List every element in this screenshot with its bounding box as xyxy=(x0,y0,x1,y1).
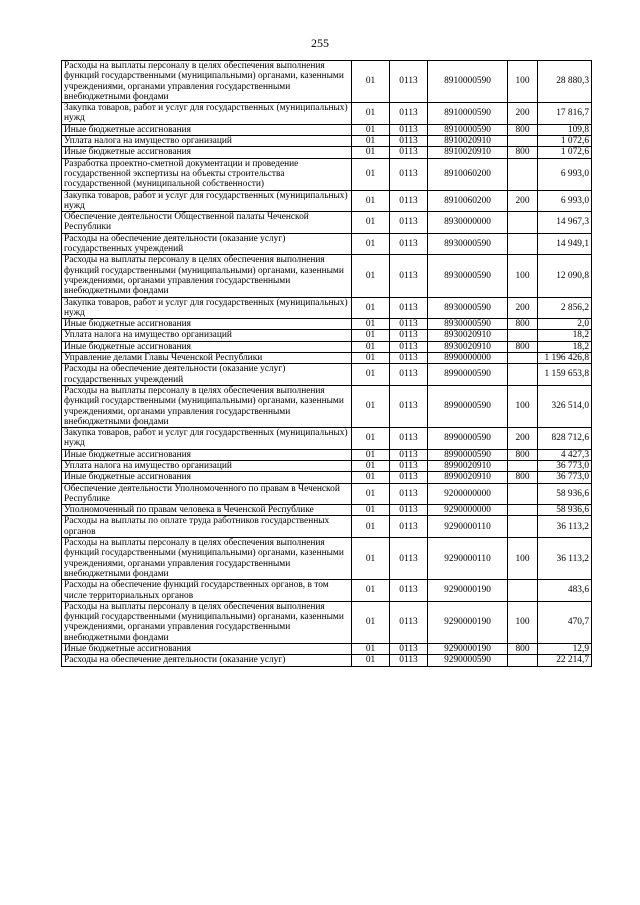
subsection-code-cell: 0113 xyxy=(390,103,428,125)
target-article-cell: 8910000590 xyxy=(428,124,508,135)
section-code-cell: 01 xyxy=(352,103,390,125)
target-article-cell: 8910060200 xyxy=(428,158,508,190)
table-row xyxy=(62,428,592,450)
table-row xyxy=(62,136,592,147)
expense-name-cell: Закупка товаров, работ и услуг для государственных (муниципальных) нужд xyxy=(62,297,352,319)
target-article-cell: 8930000590 xyxy=(428,319,508,330)
expense-name-cell: Расходы на обеспечение деятельности (оказание услуг) xyxy=(62,655,352,666)
expense-name-cell: Управление делами Главы Чеченской Республики xyxy=(62,353,352,364)
section-code-cell: 01 xyxy=(352,353,390,364)
amount-cell: 36 773,0 xyxy=(538,472,592,483)
expense-type-cell xyxy=(508,330,538,341)
section-code-cell: 01 xyxy=(352,341,390,352)
budget-table xyxy=(61,60,592,667)
section-code-cell: 01 xyxy=(352,319,390,330)
target-article-cell: 8990000590 xyxy=(428,385,508,427)
amount-cell: 36 113,2 xyxy=(538,516,592,538)
subsection-code-cell: 0113 xyxy=(390,297,428,319)
table-row xyxy=(62,516,592,538)
expense-name-cell: Закупка товаров, работ и услуг для государственных (муниципальных) нужд xyxy=(62,190,352,212)
amount-cell: 2 856,2 xyxy=(538,297,592,319)
target-article-cell: 8990000590 xyxy=(428,449,508,460)
amount-cell: 828 712,6 xyxy=(538,428,592,450)
target-article-cell: 8990020910 xyxy=(428,472,508,483)
target-article-cell: 9290000110 xyxy=(428,516,508,538)
target-article-cell: 8910000590 xyxy=(428,61,508,103)
section-code-cell: 01 xyxy=(352,190,390,212)
section-code-cell: 01 xyxy=(352,483,390,505)
expense-type-cell: 200 xyxy=(508,103,538,125)
subsection-code-cell: 0113 xyxy=(390,190,428,212)
table-row xyxy=(62,449,592,460)
section-code-cell: 01 xyxy=(352,212,390,234)
section-code-cell: 01 xyxy=(352,385,390,427)
amount-cell: 17 816,7 xyxy=(538,103,592,125)
expense-type-cell: 100 xyxy=(508,255,538,297)
amount-cell: 28 880,3 xyxy=(538,61,592,103)
expense-name-cell: Расходы на выплаты персоналу в целях обеспечения выполнения функций государственными (муниципальными) органами, казенными учреждениями, органами управления государственными внебюджетными фондами xyxy=(62,61,352,103)
expense-name-cell: Расходы на выплаты по оплате труда работников государственных органов xyxy=(62,516,352,538)
target-article-cell: 8910020910 xyxy=(428,147,508,158)
section-code-cell: 01 xyxy=(352,460,390,471)
amount-cell: 1 072,6 xyxy=(538,136,592,147)
expense-type-cell: 800 xyxy=(508,341,538,352)
subsection-code-cell: 0113 xyxy=(390,330,428,341)
section-code-cell: 01 xyxy=(352,580,390,602)
table-row xyxy=(62,124,592,135)
expense-name-cell: Иные бюджетные ассигнования xyxy=(62,341,352,352)
subsection-code-cell: 0113 xyxy=(390,147,428,158)
section-code-cell: 01 xyxy=(352,538,390,580)
section-code-cell: 01 xyxy=(352,147,390,158)
section-code-cell: 01 xyxy=(352,505,390,516)
budget-table-body xyxy=(62,61,592,667)
expense-type-cell: 200 xyxy=(508,190,538,212)
table-row xyxy=(62,61,592,103)
target-article-cell: 9290000000 xyxy=(428,505,508,516)
target-article-cell: 8930000590 xyxy=(428,255,508,297)
expense-type-cell xyxy=(508,483,538,505)
expense-name-cell: Уполномоченный по правам человека в Чеченской Республике xyxy=(62,505,352,516)
subsection-code-cell: 0113 xyxy=(390,538,428,580)
table-row xyxy=(62,255,592,297)
expense-name-cell: Иные бюджетные ассигнования xyxy=(62,449,352,460)
table-row xyxy=(62,103,592,125)
subsection-code-cell: 0113 xyxy=(390,136,428,147)
table-row xyxy=(62,655,592,666)
expense-type-cell xyxy=(508,233,538,255)
expense-type-cell: 800 xyxy=(508,449,538,460)
section-code-cell: 01 xyxy=(352,233,390,255)
section-code-cell: 01 xyxy=(352,61,390,103)
subsection-code-cell: 0113 xyxy=(390,124,428,135)
expense-type-cell xyxy=(508,353,538,364)
target-article-cell: 9290000190 xyxy=(428,644,508,655)
section-code-cell: 01 xyxy=(352,158,390,190)
expense-name-cell: Расходы на обеспечение деятельности (оказание услуг) государственных учреждений xyxy=(62,364,352,386)
subsection-code-cell: 0113 xyxy=(390,364,428,386)
target-article-cell: 8990000000 xyxy=(428,353,508,364)
expense-name-cell: Иные бюджетные ассигнования xyxy=(62,319,352,330)
target-article-cell: 8910060200 xyxy=(428,190,508,212)
subsection-code-cell: 0113 xyxy=(390,644,428,655)
amount-cell: 18,2 xyxy=(538,330,592,341)
section-code-cell: 01 xyxy=(352,364,390,386)
amount-cell: 58 936,6 xyxy=(538,505,592,516)
expense-type-cell xyxy=(508,505,538,516)
expense-type-cell: 800 xyxy=(508,147,538,158)
subsection-code-cell: 0113 xyxy=(390,428,428,450)
expense-type-cell: 200 xyxy=(508,428,538,450)
expense-type-cell: 100 xyxy=(508,61,538,103)
subsection-code-cell: 0113 xyxy=(390,580,428,602)
amount-cell: 18,2 xyxy=(538,341,592,352)
amount-cell: 4 427,3 xyxy=(538,449,592,460)
table-row xyxy=(62,330,592,341)
table-row xyxy=(62,190,592,212)
expense-name-cell: Иные бюджетные ассигнования xyxy=(62,147,352,158)
table-row xyxy=(62,580,592,602)
amount-cell: 470,7 xyxy=(538,601,592,643)
expense-type-cell: 800 xyxy=(508,124,538,135)
expense-name-cell: Уплата налога на имущество организаций xyxy=(62,136,352,147)
subsection-code-cell: 0113 xyxy=(390,158,428,190)
target-article-cell: 8930020910 xyxy=(428,341,508,352)
subsection-code-cell: 0113 xyxy=(390,385,428,427)
amount-cell: 14 967,3 xyxy=(538,212,592,234)
table-row xyxy=(62,319,592,330)
amount-cell: 326 514,0 xyxy=(538,385,592,427)
expense-type-cell xyxy=(508,364,538,386)
amount-cell: 36 773,0 xyxy=(538,460,592,471)
expense-type-cell xyxy=(508,158,538,190)
expense-type-cell: 100 xyxy=(508,385,538,427)
table-row xyxy=(62,353,592,364)
table-row xyxy=(62,644,592,655)
section-code-cell: 01 xyxy=(352,124,390,135)
expense-name-cell: Уплата налога на имущество организаций xyxy=(62,330,352,341)
section-code-cell: 01 xyxy=(352,297,390,319)
section-code-cell: 01 xyxy=(352,136,390,147)
expense-name-cell: Расходы на обеспечение деятельности (оказание услуг) государственных учреждений xyxy=(62,233,352,255)
amount-cell: 1 196 426,8 xyxy=(538,353,592,364)
subsection-code-cell: 0113 xyxy=(390,460,428,471)
expense-type-cell xyxy=(508,580,538,602)
expense-name-cell: Обеспечение деятельности Уполномоченного по правам в Чеченской Республике xyxy=(62,483,352,505)
amount-cell: 483,6 xyxy=(538,580,592,602)
section-code-cell: 01 xyxy=(352,449,390,460)
subsection-code-cell: 0113 xyxy=(390,319,428,330)
expense-type-cell: 200 xyxy=(508,297,538,319)
subsection-code-cell: 0113 xyxy=(390,655,428,666)
table-row xyxy=(62,233,592,255)
target-article-cell: 8930020910 xyxy=(428,330,508,341)
expense-name-cell: Иные бюджетные ассигнования xyxy=(62,124,352,135)
expense-type-cell: 100 xyxy=(508,538,538,580)
subsection-code-cell: 0113 xyxy=(390,516,428,538)
subsection-code-cell: 0113 xyxy=(390,472,428,483)
section-code-cell: 01 xyxy=(352,516,390,538)
table-row xyxy=(62,472,592,483)
expense-name-cell: Закупка товаров, работ и услуг для государственных (муниципальных) нужд xyxy=(62,428,352,450)
table-row xyxy=(62,147,592,158)
expense-type-cell: 800 xyxy=(508,472,538,483)
amount-cell: 6 993,0 xyxy=(538,158,592,190)
table-row xyxy=(62,385,592,427)
subsection-code-cell: 0113 xyxy=(390,255,428,297)
expense-type-cell xyxy=(508,212,538,234)
expense-name-cell: Расходы на выплаты персоналу в целях обеспечения выполнения функций государственными (муниципальными) органами, казенными учреждениями, органами управления государственными внебюджетными фондами xyxy=(62,385,352,427)
amount-cell: 1 072,6 xyxy=(538,147,592,158)
page-number: 255 xyxy=(311,36,329,50)
expense-name-cell: Уплата налога на имущество организаций xyxy=(62,460,352,471)
table-row xyxy=(62,212,592,234)
subsection-code-cell: 0113 xyxy=(390,233,428,255)
target-article-cell: 9290000590 xyxy=(428,655,508,666)
amount-cell: 109,8 xyxy=(538,124,592,135)
target-article-cell: 9290000190 xyxy=(428,601,508,643)
subsection-code-cell: 0113 xyxy=(390,341,428,352)
table-row xyxy=(62,297,592,319)
section-code-cell: 01 xyxy=(352,601,390,643)
expense-name-cell: Расходы на выплаты персоналу в целях обеспечения выполнения функций государственными (муниципальными) органами, казенными учреждениями, органами управления государственными внебюджетными фондами xyxy=(62,601,352,643)
subsection-code-cell: 0113 xyxy=(390,449,428,460)
amount-cell: 2,0 xyxy=(538,319,592,330)
table-row xyxy=(62,483,592,505)
subsection-code-cell: 0113 xyxy=(390,483,428,505)
target-article-cell: 8910020910 xyxy=(428,136,508,147)
expense-type-cell xyxy=(508,655,538,666)
amount-cell: 14 949,1 xyxy=(538,233,592,255)
expense-name-cell: Расходы на выплаты персоналу в целях обеспечения выполнения функций государственными (муниципальными) органами, казенными учреждениями, органами управления государственными внебюджетными фондами xyxy=(62,538,352,580)
table-row xyxy=(62,505,592,516)
amount-cell: 58 936,6 xyxy=(538,483,592,505)
expense-name-cell: Обеспечение деятельности Общественной палаты Чеченской Республики xyxy=(62,212,352,234)
expense-name-cell: Разработка проектно-сметной документации и проведение государственной экспертизы на объекты строительства государственной (муниципальной собственности) xyxy=(62,158,352,190)
amount-cell: 1 159 653,8 xyxy=(538,364,592,386)
section-code-cell: 01 xyxy=(352,330,390,341)
subsection-code-cell: 0113 xyxy=(390,353,428,364)
target-article-cell: 9200000000 xyxy=(428,483,508,505)
expense-type-cell: 800 xyxy=(508,319,538,330)
target-article-cell: 8930000590 xyxy=(428,297,508,319)
target-article-cell: 9290000190 xyxy=(428,580,508,602)
target-article-cell: 8930000590 xyxy=(428,233,508,255)
table-row xyxy=(62,341,592,352)
expense-name-cell: Иные бюджетные ассигнования xyxy=(62,472,352,483)
subsection-code-cell: 0113 xyxy=(390,505,428,516)
amount-cell: 12,9 xyxy=(538,644,592,655)
section-code-cell: 01 xyxy=(352,644,390,655)
amount-cell: 6 993,0 xyxy=(538,190,592,212)
section-code-cell: 01 xyxy=(352,655,390,666)
expense-type-cell: 100 xyxy=(508,601,538,643)
target-article-cell: 8990000590 xyxy=(428,428,508,450)
amount-cell: 12 090,8 xyxy=(538,255,592,297)
target-article-cell: 8930000000 xyxy=(428,212,508,234)
expense-name-cell: Расходы на обеспечение функций государственных органов, в том числе территориальных органов xyxy=(62,580,352,602)
expense-type-cell xyxy=(508,516,538,538)
subsection-code-cell: 0113 xyxy=(390,212,428,234)
table-row xyxy=(62,158,592,190)
amount-cell: 22 214,7 xyxy=(538,655,592,666)
target-article-cell: 8990000590 xyxy=(428,364,508,386)
expense-type-cell: 800 xyxy=(508,644,538,655)
expense-name-cell: Иные бюджетные ассигнования xyxy=(62,644,352,655)
target-article-cell: 8990020910 xyxy=(428,460,508,471)
amount-cell: 36 113,2 xyxy=(538,538,592,580)
table-row xyxy=(62,460,592,471)
section-code-cell: 01 xyxy=(352,428,390,450)
target-article-cell: 9290000110 xyxy=(428,538,508,580)
section-code-cell: 01 xyxy=(352,255,390,297)
table-row xyxy=(62,364,592,386)
expense-type-cell xyxy=(508,136,538,147)
target-article-cell: 8910000590 xyxy=(428,103,508,125)
table-row xyxy=(62,538,592,580)
section-code-cell: 01 xyxy=(352,472,390,483)
expense-name-cell: Закупка товаров, работ и услуг для государственных (муниципальных) нужд xyxy=(62,103,352,125)
subsection-code-cell: 0113 xyxy=(390,601,428,643)
subsection-code-cell: 0113 xyxy=(390,61,428,103)
expense-type-cell xyxy=(508,460,538,471)
table-row xyxy=(62,601,592,643)
expense-name-cell: Расходы на выплаты персоналу в целях обеспечения выполнения функций государственными (муниципальными) органами, казенными учреждениями, органами управления государственными внебюджетными фондами xyxy=(62,255,352,297)
